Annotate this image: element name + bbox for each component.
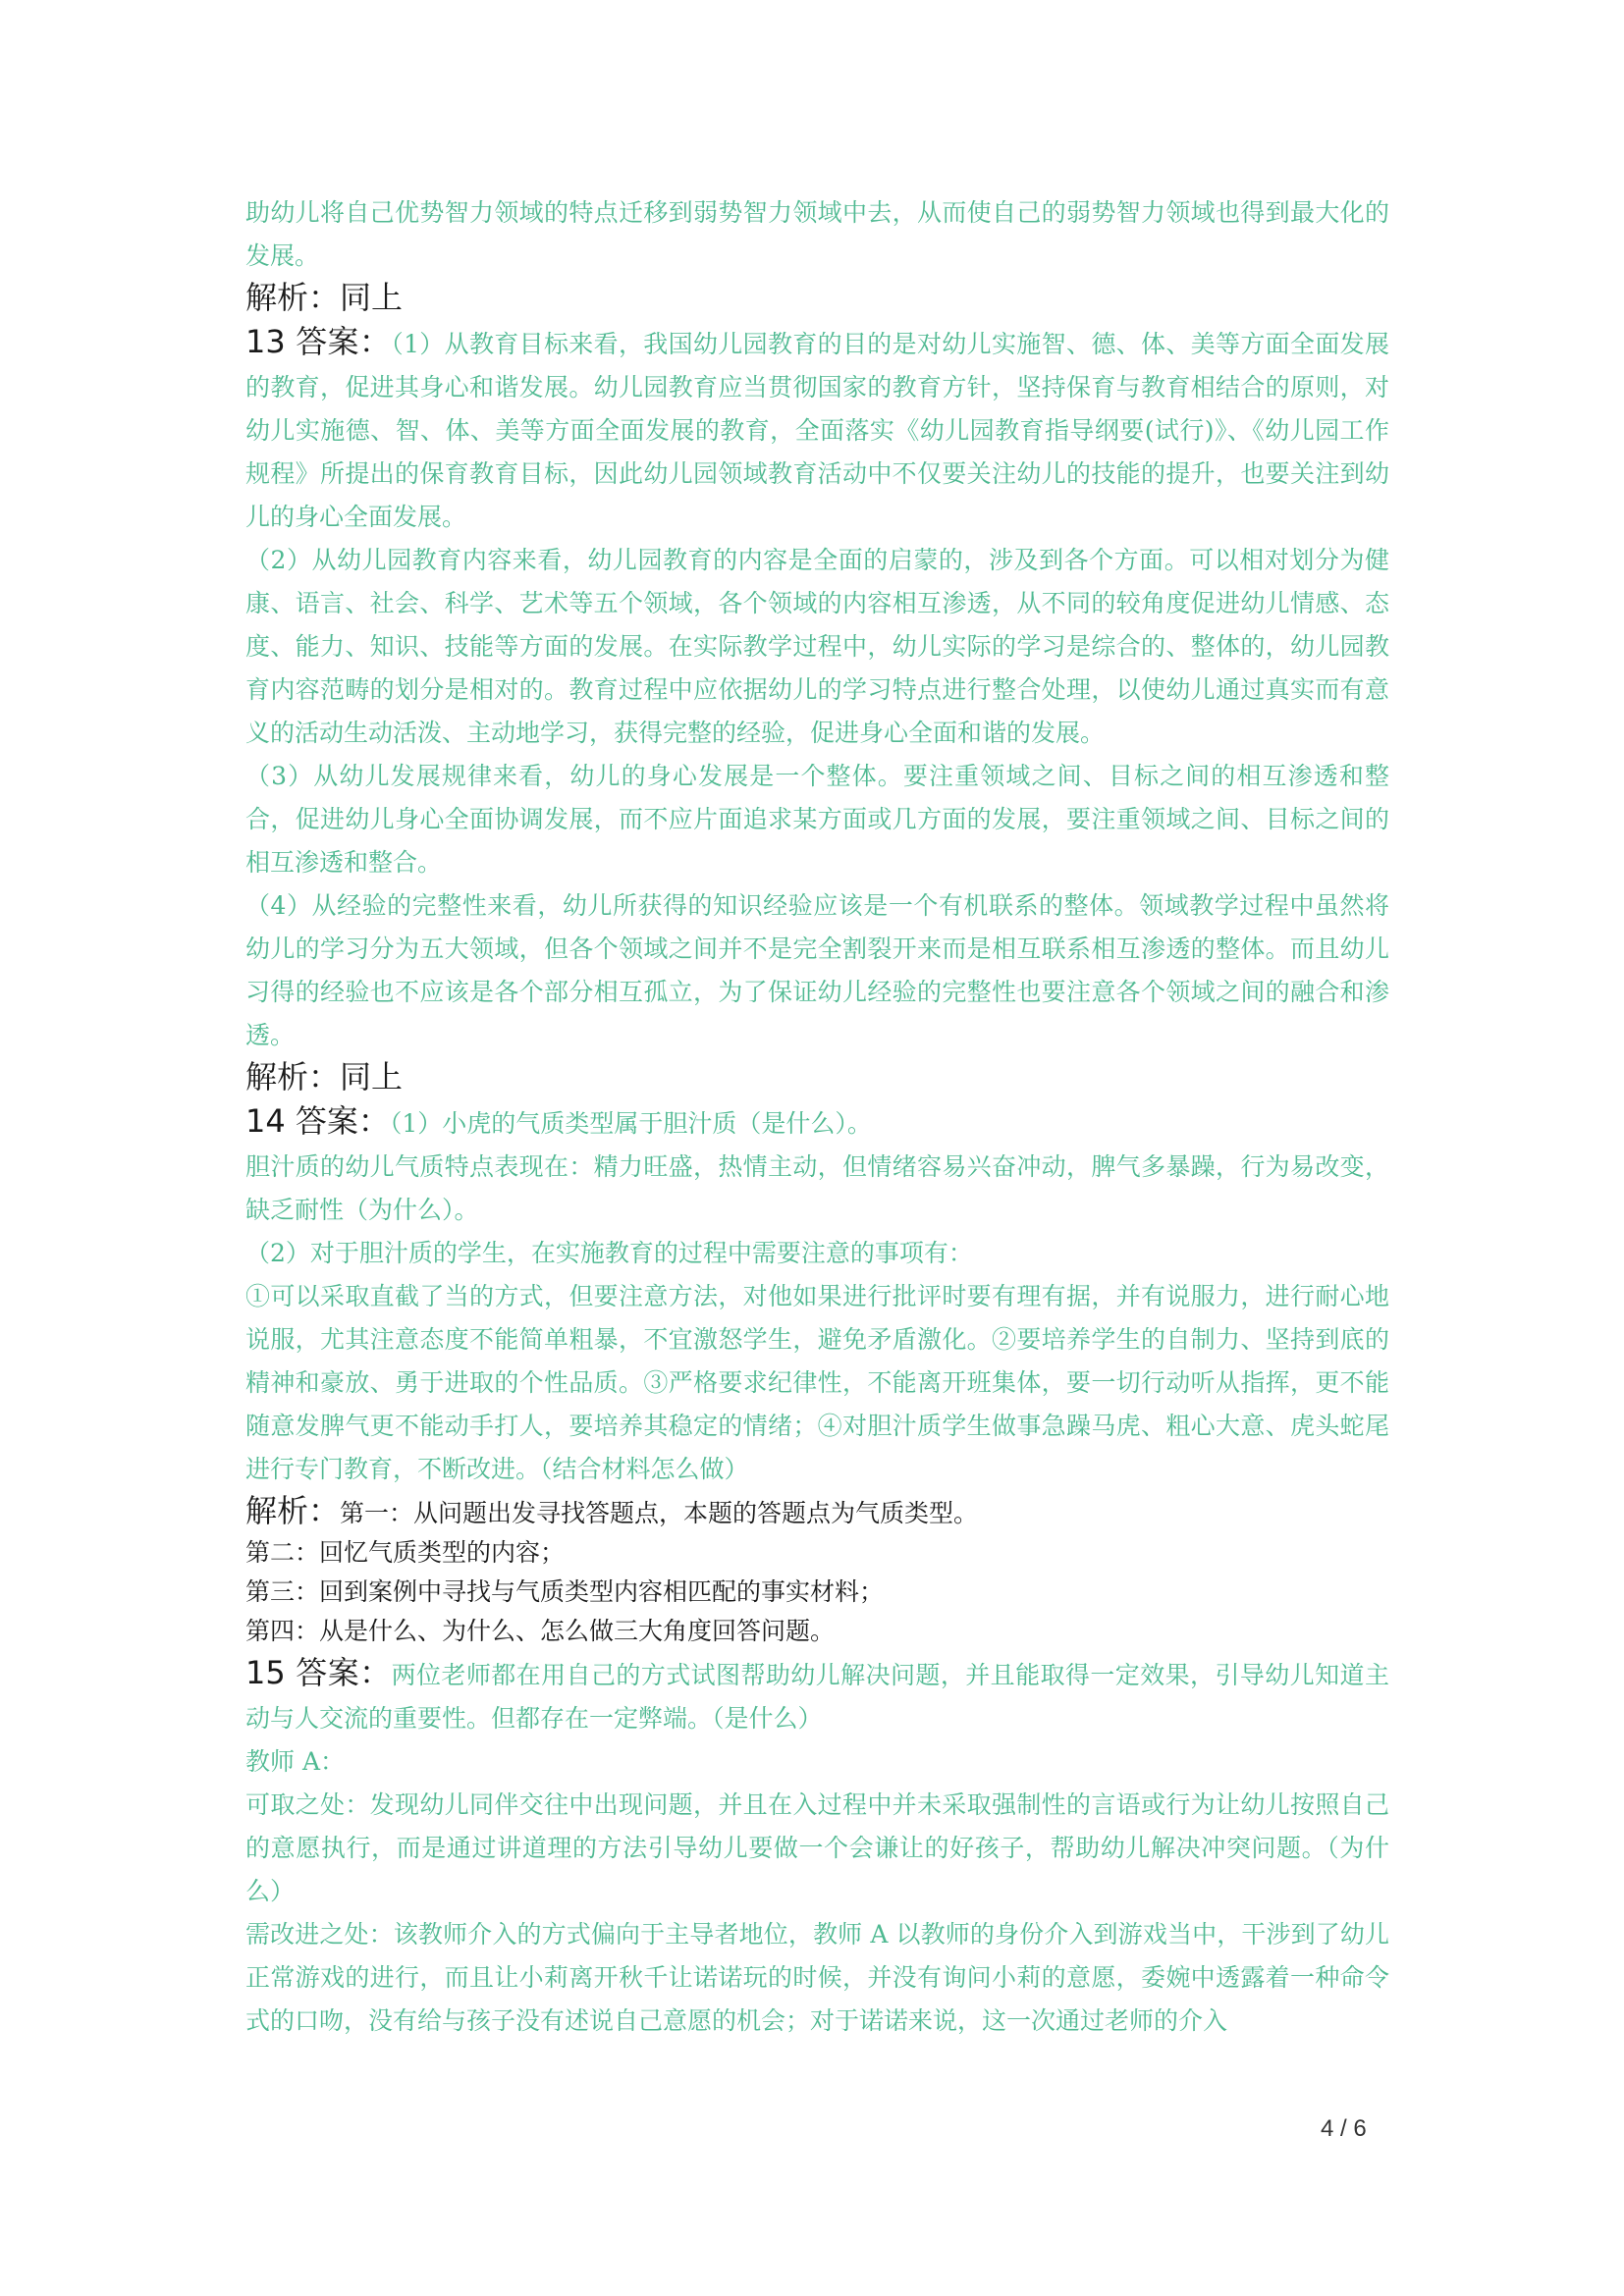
answer-14-paragraph-4: ①可以采取直截了当的方式，但要注意方法，对他如果进行批评时要有理有据，并有说服力，进行耐心地说服，尤其注意态度不能简单粗暴，不宜激怒学生，避免矛盾激化。②要培养学生的自制力、坚持到底的精神和豪放、勇于进取的个性品质。③严格要求纪律性，不能离开班集体，要一切行动听从指挥，更不能随意发脾气更不能动手打人，要培养其稳定的情绪；④对胆汁质学生做事急躁马虎、粗心大意、虎头蛇尾进行专门教育，不断改进。（结合材料怎么做） — [245, 1282, 1389, 1483]
analysis-13 — [245, 1057, 1389, 1099]
answer-12-continuation: 助幼儿将自己优势智力领域的特点迁移到弱势智力领域中去，从而使自己的弱势智力领域也得到最大化的发展。 — [245, 198, 1389, 270]
answer-15-paragraph-3: 可取之处：发现幼儿同伴交往中出现问题，并且在入过程中并未采取强制性的言语或行为让幼儿按照自己的意愿执行，而是通过讲道理的方法引导幼儿要做一个会谦让的好孩子，帮助幼儿解决冲突问题。（为什么） — [245, 1790, 1389, 1905]
analysis-label: 解析： — [245, 1492, 341, 1529]
analysis-14-line-3: 第三：回到案例中寻找与气质类型内容相匹配的事实材料； — [245, 1577, 885, 1606]
answer-14-paragraph-3: （2）对于胆汁质的学生，在实施教育的过程中需要注意的事项有： — [245, 1239, 973, 1267]
page-number: 4 / 6 — [1321, 2115, 1367, 2142]
answer-label: 14 答案： — [245, 1102, 390, 1140]
analysis-label: 解析： — [245, 1058, 341, 1095]
analysis-14-line-4: 第四：从是什么、为什么、怎么做三大角度回答问题。 — [245, 1617, 836, 1645]
analysis-text: 同上 — [340, 279, 404, 316]
analysis-14-line-2: 第二：回忆气质类型的内容； — [245, 1538, 566, 1567]
answer-15-paragraph-1: 15 答案：两位老师都在用自己的方式试图帮助幼儿解决问题，并且能取得一定效果，引导幼儿知道主动与人交流的重要性。但都存在一定弊端。（是什么） — [245, 1654, 1389, 1733]
answer-14-paragraph-2: 胆汁质的幼儿气质特点表现在：精力旺盛，热情主动，但情绪容易兴奋冲动，脾气多暴躁，行为易改变，缺乏耐性（为什么）。 — [245, 1152, 1389, 1224]
analysis-12 — [245, 278, 1389, 320]
analysis-text: 同上 — [340, 1058, 404, 1095]
answer-label: 15 答案： — [245, 1654, 392, 1691]
answer-13-paragraph-4: （4）从经验的完整性来看，幼儿所获得的知识经验应该是一个有机联系的整体。领域教学过程中虽然将幼儿的学习分为五大领域，但各个领域之间并不是完全割裂开来而是相互联系相互渗透的整体。而且幼儿习得的经验也不应该是各个部分相互孤立，为了保证幼儿经验的完整性也要注意各个领域之间的融合和渗透。 — [245, 891, 1389, 1049]
document-body — [245, 191, 1389, 2043]
answer-13-paragraph-2: （2）从幼儿园教育内容来看，幼儿园教育的内容是全面的启蒙的，涉及到各个方面。可以相对划分为健康、语言、社会、科学、艺术等五个领域，各个领域的内容相互渗透，从不同的较角度促进幼儿情感、态度、能力、知识、技能等方面的发展。在实际教学过程中，幼儿实际的学习是综合的、整体的，幼儿园教育内容范畴的划分是相对的。教育过程中应依据幼儿的学习特点进行整合处理，以使幼儿通过真实而有意义的活动生动活泼、主动地学习，获得完整的经验，促进身心全面和谐的发展。 — [245, 546, 1389, 747]
answer-14-paragraph-1: 14 答案：（1）小虎的气质类型属于胆汁质（是什么）。 — [245, 1102, 872, 1140]
answer-15-paragraph-4: 需改进之处：该教师介入的方式偏向于主导者地位，教师 A 以教师的身份介入到游戏当中，干涉到了幼儿正常游戏的进行，而且让小莉离开秋千让诺诺玩的时候，并没有询问小莉的意愿，委婉中透露着一种命令式的口吻，没有给与孩子没有述说自己意愿的机会；对于诺诺来说，这一次通过老师的介入 — [245, 1920, 1389, 2035]
answer-13-paragraph-1: 13 答案：（1）从教育目标来看，我国幼儿园教育的目的是对幼儿实施智、德、体、美等方面全面发展的教育，促进其身心和谐发展。幼儿园教育应当贯彻国家的教育方针，坚持保育与教育相结合的原则，对幼儿实施德、智、体、美等方面全面发展的教育，全面落实《幼儿园教育指导纲要(试行)》、《幼儿园工作规程》所提出的保育教育目标，因此幼儿园领域教育活动中不仅要关注幼儿的技能的提升，也要关注到幼儿的身心全面发展。 — [245, 323, 1389, 531]
analysis-text: 第一：从问题出发寻找答题点，本题的答题点为气质类型。 — [340, 1499, 979, 1527]
answer-13-paragraph-3: （3）从幼儿发展规律来看，幼儿的身心发展是一个整体。要注重领域之间、目标之间的相互渗透和整合，促进幼儿身心全面协调发展，而不应片面追求某方面或几方面的发展，要注重领域之间、目标之间的相互渗透和整合。 — [245, 762, 1389, 877]
analysis-label: 解析： — [245, 279, 341, 316]
analysis-14 — [245, 1491, 1389, 1533]
answer-15-paragraph-2: 教师 A： — [245, 1747, 346, 1776]
answer-label: 13 答案： — [245, 323, 392, 360]
